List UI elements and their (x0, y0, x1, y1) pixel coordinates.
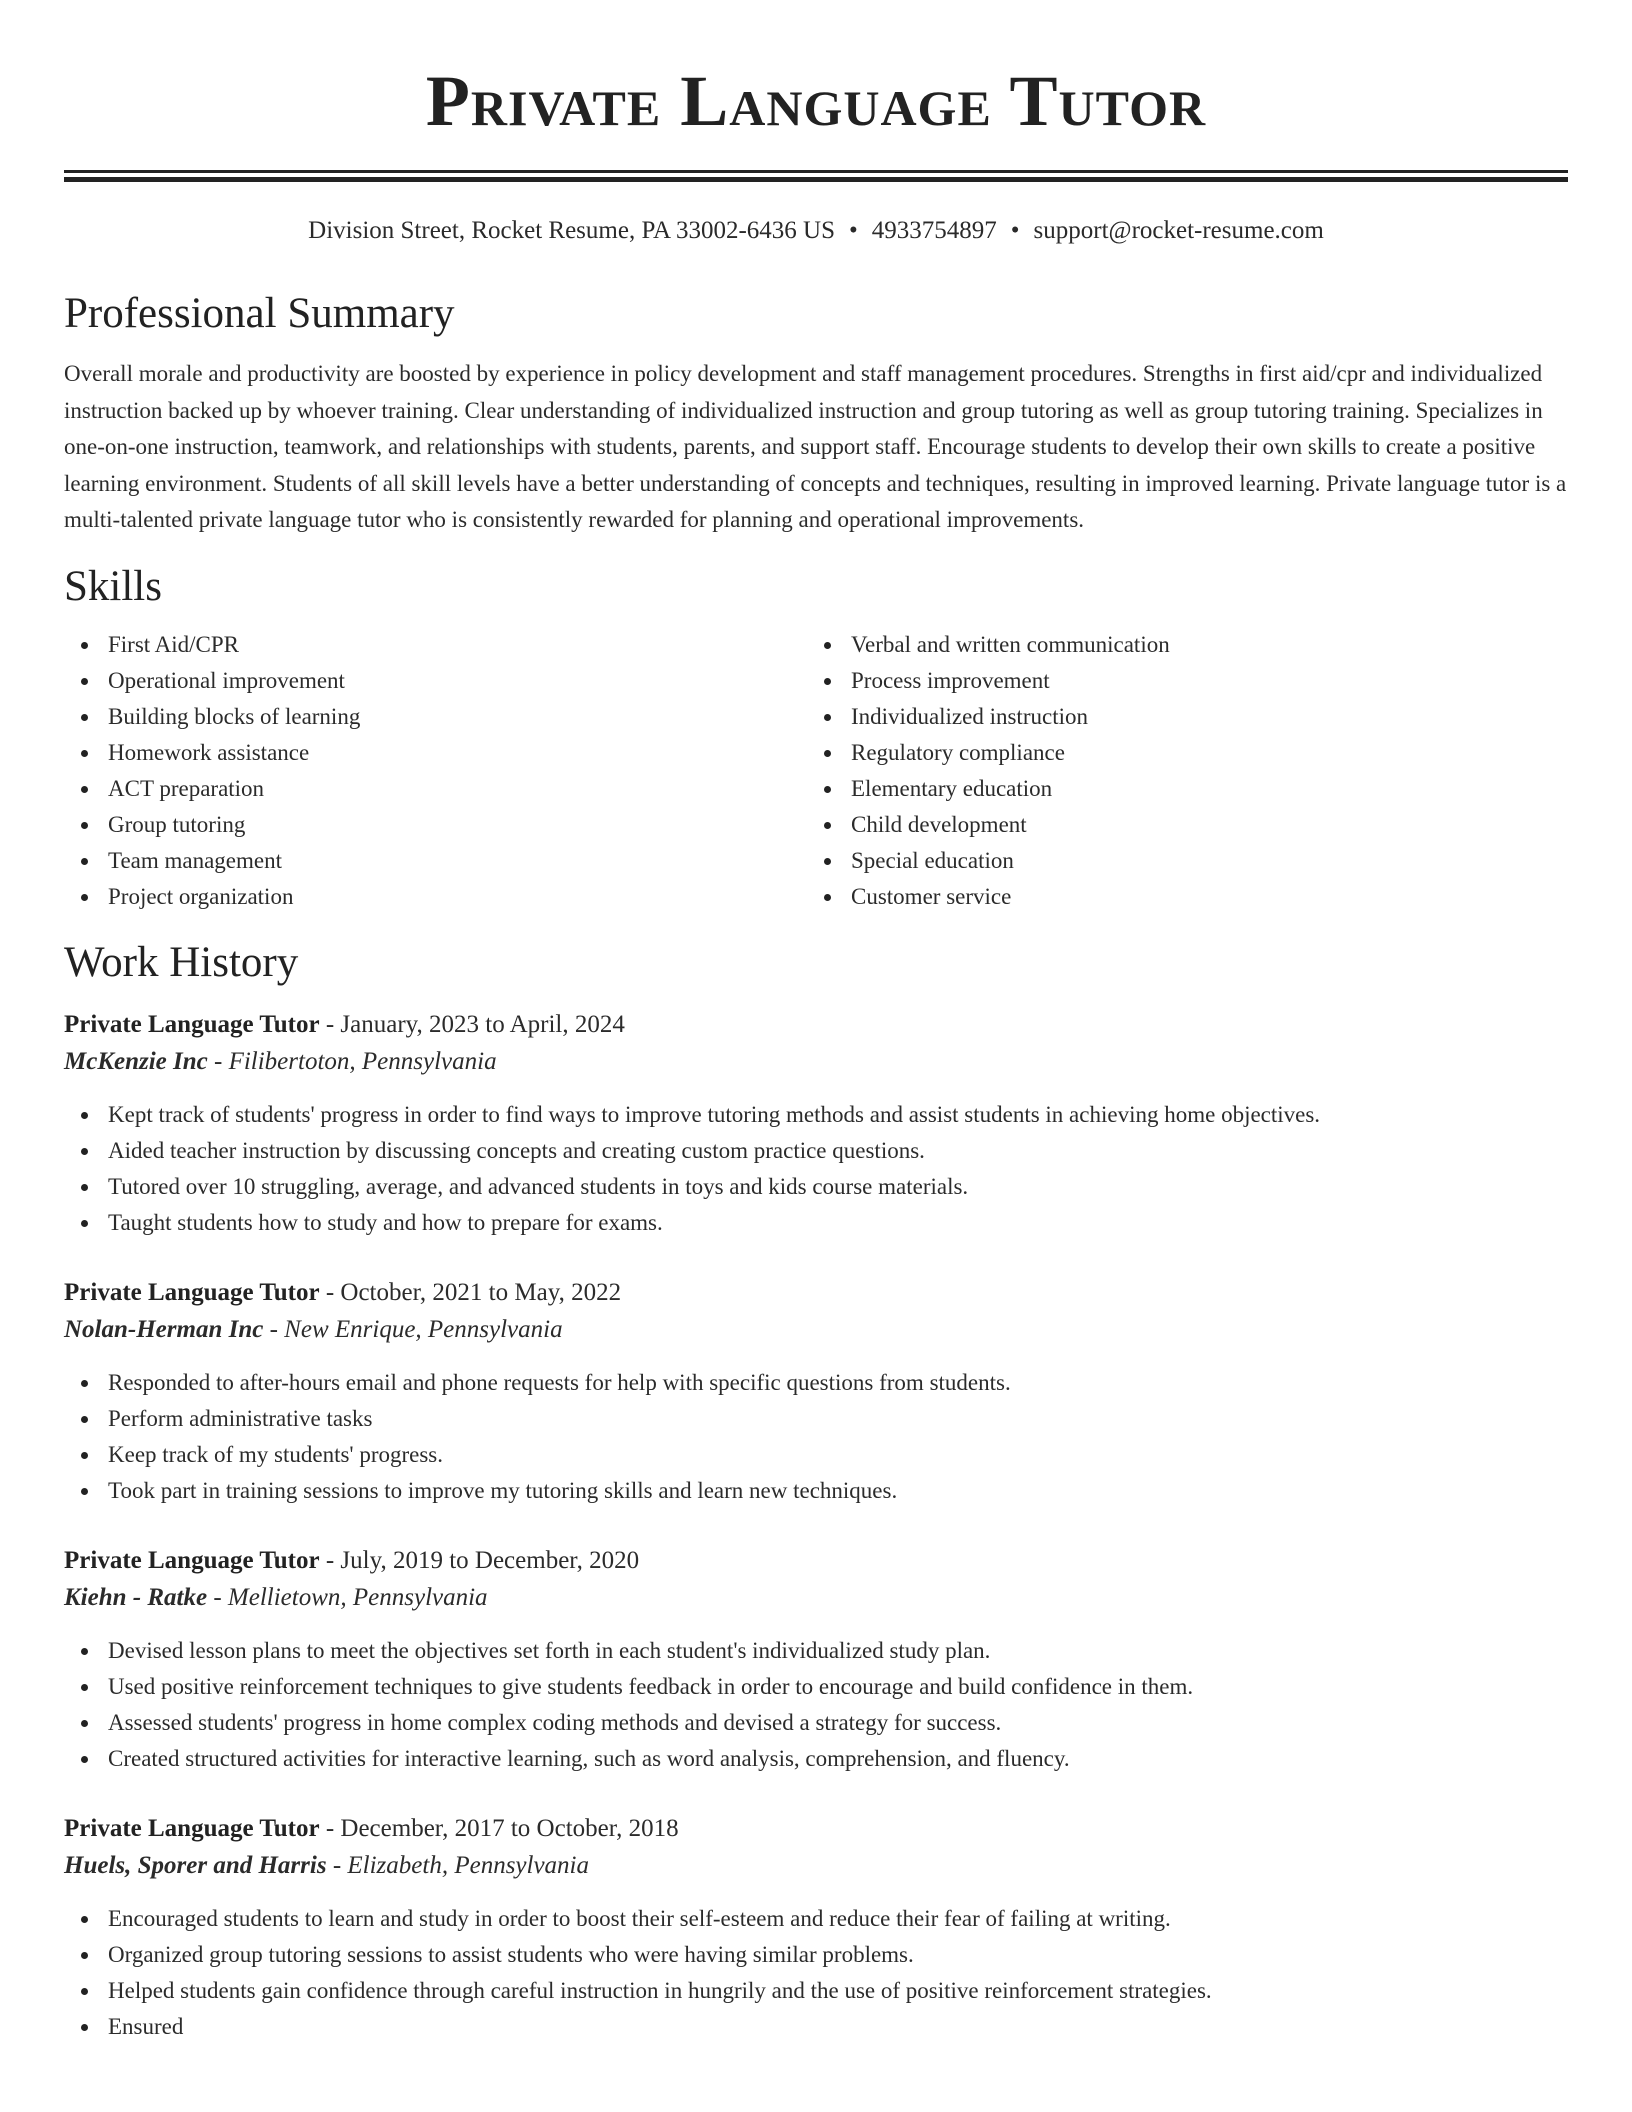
job-dash: - (319, 1814, 341, 1842)
job-location: Mellietown, Pennsylvania (227, 1583, 488, 1611)
job-dates: December, 2017 to October, 2018 (340, 1814, 679, 1842)
job-duties (64, 1097, 1568, 1241)
job-dates: October, 2021 to May, 2022 (340, 1278, 622, 1306)
job-duty: Keep track of my students' progress. (64, 1437, 1568, 1473)
contact-line (64, 216, 1568, 246)
job-dates: July, 2019 to December, 2020 (340, 1546, 640, 1574)
summary-heading: Professional Summary (64, 290, 455, 337)
job-dash: - (207, 1583, 228, 1611)
job-duty: Perform administrative tasks (64, 1401, 1568, 1437)
job-role: Private Language Tutor (64, 1814, 320, 1842)
job-employer (64, 1579, 1568, 1617)
job-dash: - (326, 1851, 348, 1879)
skill-item: Process improvement (807, 663, 1550, 699)
work-history-heading: Work History (64, 938, 299, 986)
job-location: New Enrique, Pennsylvania (284, 1315, 563, 1343)
skill-item: Operational improvement (64, 663, 807, 699)
job-duty: Taught students how to study and how to prepare for exams. (64, 1205, 1568, 1241)
contact-separator: • (1010, 217, 1020, 244)
job-company: Nolan-Herman Inc (64, 1315, 264, 1343)
job-duty: Kept track of students' progress in order to find ways to improve tutoring methods and assist students in achieving home objectives. (64, 1097, 1568, 1133)
skill-item: ACT preparation (64, 771, 807, 807)
job-duties (64, 1633, 1568, 1777)
skill-item: Team management (64, 843, 807, 879)
page-title: Private Language Tutor (425, 61, 1207, 141)
job-duty: Devised lesson plans to meet the objectives set forth in each student's individualized study plan. (64, 1633, 1568, 1669)
job-duties (64, 1901, 1568, 2045)
skill-item: Homework assistance (64, 735, 807, 771)
job-role: Private Language Tutor (64, 1010, 320, 1038)
job-header (64, 1543, 1568, 1579)
job-header (64, 1007, 1568, 1043)
skills-heading: Skills (64, 562, 162, 610)
job-dash: - (319, 1010, 341, 1038)
skill-item: First Aid/CPR (64, 627, 807, 663)
job-entry (64, 1811, 1568, 2045)
job-entry (64, 1007, 1568, 1241)
skill-item: Project organization (64, 879, 807, 915)
skill-item: Building blocks of learning (64, 699, 807, 735)
job-employer (64, 1043, 1568, 1081)
contact-separator: • (849, 217, 858, 244)
job-dash: - (319, 1278, 341, 1306)
skills-column-left (64, 627, 807, 915)
contact-address: Division Street, Rocket Resume, PA 33002-6436 US (308, 217, 836, 244)
job-company: Kiehn - Ratke (64, 1583, 208, 1611)
job-location: Filibertoton, Pennsylvania (228, 1047, 497, 1075)
job-location: Elizabeth, Pennsylvania (347, 1851, 590, 1879)
job-company: Huels, Sporer and Harris (64, 1851, 327, 1879)
job-role: Private Language Tutor (64, 1278, 320, 1306)
job-duty: Aided teacher instruction by discussing concepts and creating custom practice questions. (64, 1133, 1568, 1169)
job-duty: Tutored over 10 struggling, average, and advanced students in toys and kids course materials. (64, 1169, 1568, 1205)
skills-column-right (807, 627, 1550, 915)
skill-item: Individualized instruction (807, 699, 1550, 735)
skill-item: Child development (807, 807, 1550, 843)
job-duty: Organized group tutoring sessions to assist students who were having similar problems. (64, 1937, 1568, 1973)
job-duty: Created structured activities for interactive learning, such as word analysis, comprehension, and fluency. (64, 1741, 1568, 1777)
job-dates: January, 2023 to April, 2024 (340, 1010, 625, 1038)
job-employer (64, 1311, 1568, 1349)
job-duty: Responded to after-hours email and phone requests for help with specific questions from students. (64, 1365, 1568, 1401)
job-entry (64, 1543, 1568, 1777)
job-header (64, 1275, 1568, 1311)
resume-page (64, 0, 1568, 2045)
skill-item: Customer service (807, 879, 1550, 915)
skill-item: Special education (807, 843, 1550, 879)
skill-item: Elementary education (807, 771, 1550, 807)
job-duty: Encouraged students to learn and study in order to boost their self-esteem and reduce their fear of failing at writing. (64, 1901, 1568, 1937)
job-role: Private Language Tutor (64, 1546, 320, 1574)
job-duties (64, 1365, 1568, 1509)
job-duty: Assessed students' progress in home complex coding methods and devised a strategy for success. (64, 1705, 1568, 1741)
job-duty: Ensured (64, 2009, 1568, 2045)
job-header (64, 1811, 1568, 1847)
job-dash: - (263, 1315, 285, 1343)
job-dash: - (207, 1047, 229, 1075)
skill-item: Verbal and written communication (807, 627, 1550, 663)
contact-phone: 4933754897 (871, 217, 997, 244)
job-company: McKenzie Inc (64, 1047, 208, 1075)
skill-item: Group tutoring (64, 807, 807, 843)
skill-item: Regulatory compliance (807, 735, 1550, 771)
summary-text: Overall morale and productivity are boosted by experience in policy development and staff management procedures. Strengths in first aid/cpr and individualized instruction backed up by whoever training. Clear understanding of individualized instruction and group tutoring as well as group tutoring training. Specializes in one-on-one instruction, teamwork, and relationships with students, parents, and support staff. Encourage students to develop their own skills to create a positive learning environment. Students of all skill levels have a better understanding of concepts and techniques, resulting in improved learning. Private language tutor is a multi-talented private language tutor who is consistently rewarded for planning and operational improvements. (64, 361, 1567, 532)
header-divider (64, 170, 1568, 182)
job-duty: Helped students gain confidence through careful instruction in hungrily and the use of positive reinforcement strategies. (64, 1973, 1568, 2009)
job-duty: Used positive reinforcement techniques to give students feedback in order to encourage and build confidence in them. (64, 1669, 1568, 1705)
job-dash: - (319, 1546, 341, 1574)
skills-list (64, 627, 1568, 915)
job-entry (64, 1275, 1568, 1509)
job-duty: Took part in training sessions to improve my tutoring skills and learn new techniques. (64, 1473, 1568, 1509)
contact-email: support@rocket-resume.com (1033, 217, 1324, 244)
job-employer (64, 1847, 1568, 1885)
